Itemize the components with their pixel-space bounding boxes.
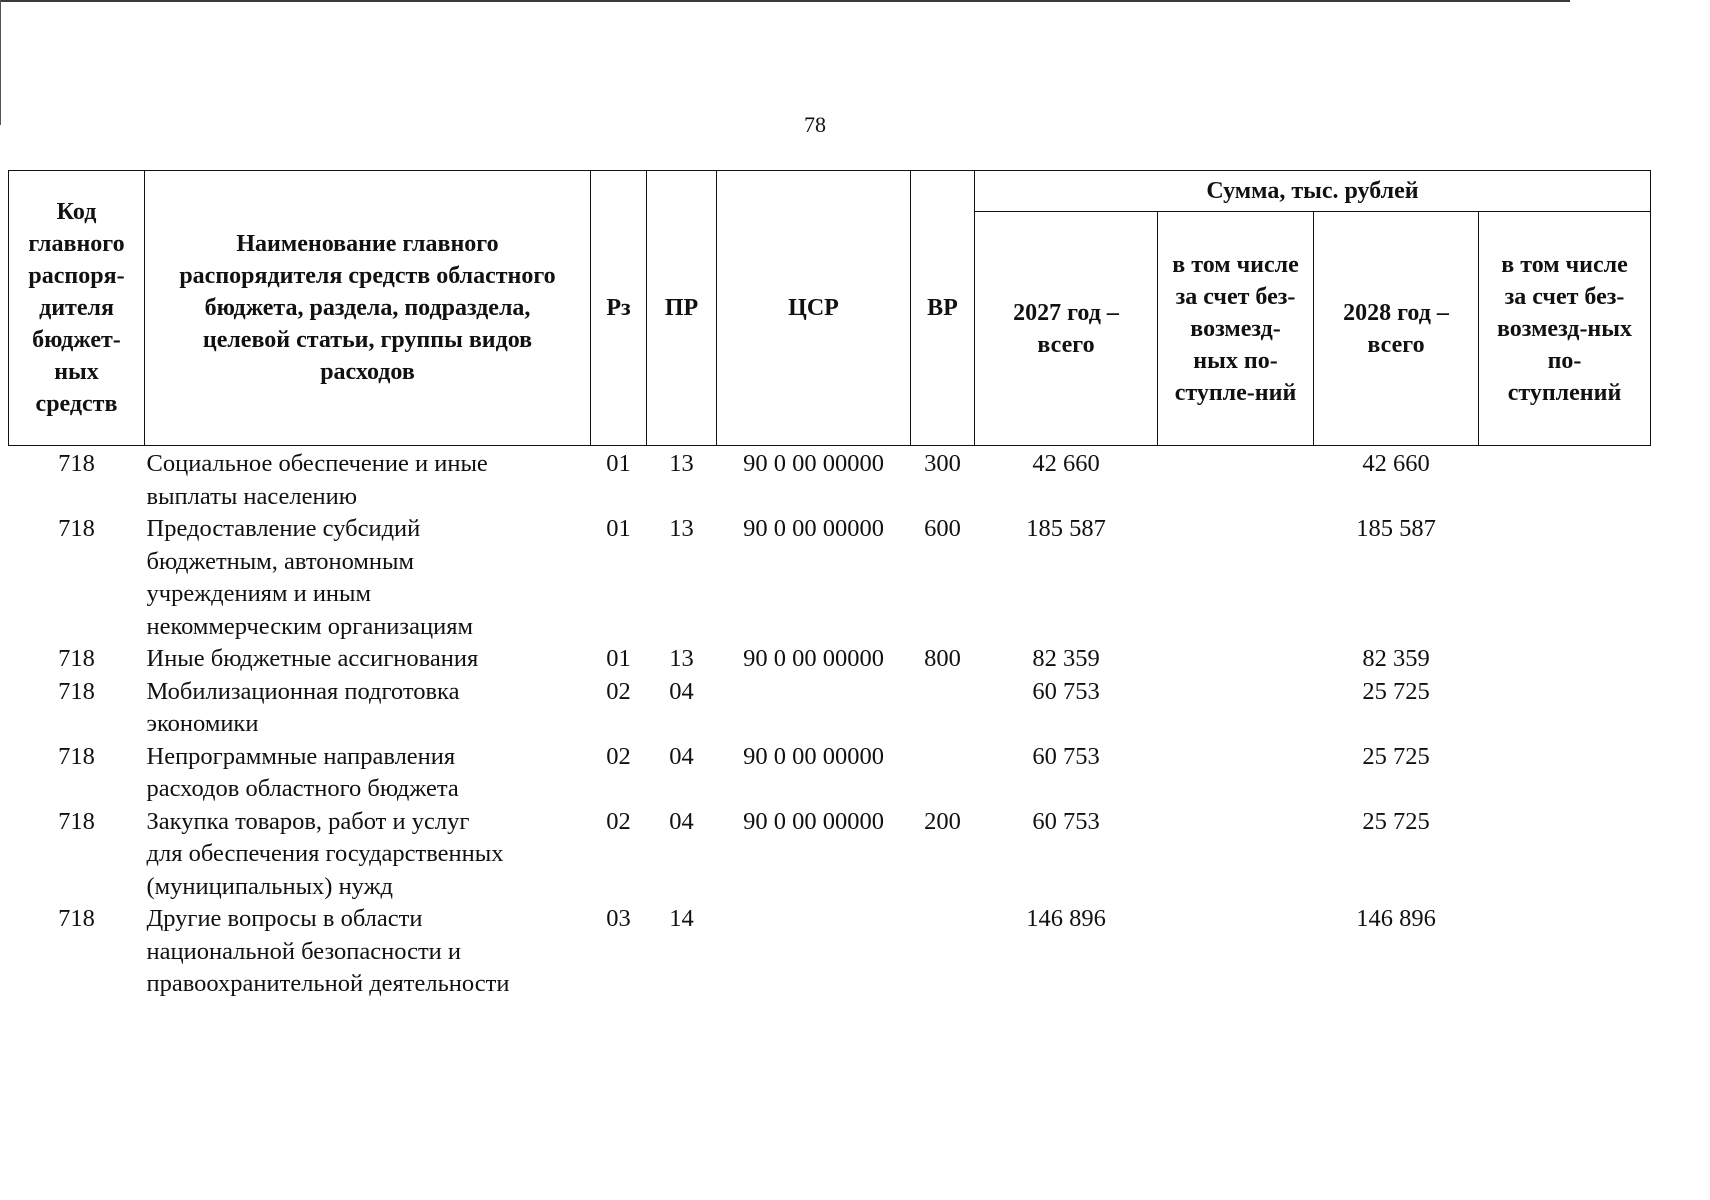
cell-code: 718 xyxy=(58,450,95,477)
cell-name-line: Мобилизационная подготовка xyxy=(146,677,460,705)
page-number: 78 xyxy=(804,112,826,137)
cell-pr: 04 xyxy=(669,742,694,770)
header-code: Код главного распоря-дителя бюджет-ных средств xyxy=(9,171,145,446)
header-vr: ВР xyxy=(911,171,975,446)
cell-2027-total: 60 753 xyxy=(1032,742,1100,770)
cell-2028-free xyxy=(1479,643,1651,676)
cell-csr: 90 0 00 00000 xyxy=(743,807,884,835)
cell-2027-total: 42 660 xyxy=(1032,450,1100,477)
cell-name-line: (муниципальных) нужд xyxy=(146,872,393,900)
cell-vr xyxy=(911,741,975,806)
cell-name xyxy=(145,903,591,1001)
cell-2027-total: 146 896 xyxy=(1026,905,1106,932)
cell-name xyxy=(145,806,591,904)
cell-csr: 90 0 00 00000 xyxy=(743,645,884,672)
cell-rz: 02 xyxy=(606,677,631,705)
header-rz: Рз xyxy=(591,171,647,446)
cell-name-line: некоммерческим организациям xyxy=(146,612,473,640)
cell-rz: 02 xyxy=(606,807,631,835)
cell-csr: 90 0 00 00000 xyxy=(743,515,884,542)
cell-vr xyxy=(911,903,975,1001)
cell-vr: 600 xyxy=(924,515,961,542)
cell-name-line: для обеспечения государственных xyxy=(146,840,504,867)
cell-2027-total: 60 753 xyxy=(1032,677,1100,705)
table-row xyxy=(9,513,1651,643)
cell-code: 718 xyxy=(58,742,95,770)
cell-2027-free xyxy=(1158,903,1314,1001)
header-sum-group: Сумма, тыс. рублей xyxy=(975,171,1651,212)
cell-vr: 200 xyxy=(924,807,961,835)
cell-2027-free xyxy=(1158,806,1314,904)
header-pr: ПР xyxy=(647,171,717,446)
cell-name xyxy=(145,741,591,806)
scan-border-left xyxy=(0,0,1,125)
budget-table xyxy=(8,170,1651,1001)
cell-name-line: Социальное обеспечение и иные xyxy=(146,450,488,477)
cell-csr: 90 0 00 00000 xyxy=(743,450,884,477)
cell-2027-total: 82 359 xyxy=(1032,645,1100,672)
cell-2027-free xyxy=(1158,741,1314,806)
cell-name xyxy=(145,643,591,676)
cell-pr: 04 xyxy=(669,807,694,835)
table-row xyxy=(9,903,1651,1001)
cell-vr: 300 xyxy=(924,450,961,477)
header-csr: ЦСР xyxy=(717,171,911,446)
cell-rz: 02 xyxy=(606,742,631,770)
cell-name xyxy=(145,676,591,741)
cell-2028-total: 42 660 xyxy=(1362,450,1430,477)
cell-2028-total: 185 587 xyxy=(1356,515,1436,542)
cell-2028-free xyxy=(1479,806,1651,904)
cell-name-line: учреждениям и иным xyxy=(146,580,372,607)
cell-rz: 01 xyxy=(606,645,631,672)
cell-csr: 90 0 00 00000 xyxy=(743,742,884,770)
cell-csr xyxy=(717,676,911,741)
cell-rz: 01 xyxy=(606,450,631,477)
table-row xyxy=(9,741,1651,806)
cell-vr xyxy=(911,676,975,741)
table-body xyxy=(9,446,1651,1001)
cell-2027-free xyxy=(1158,446,1314,514)
cell-csr xyxy=(717,903,911,1001)
cell-2028-free xyxy=(1479,903,1651,1001)
cell-2028-free xyxy=(1479,513,1651,643)
cell-code: 718 xyxy=(58,645,95,672)
table-header xyxy=(9,171,1651,446)
cell-pr: 14 xyxy=(669,905,694,932)
cell-pr: 04 xyxy=(669,677,694,705)
cell-2028-total: 82 359 xyxy=(1362,645,1430,672)
cell-code: 718 xyxy=(58,905,95,932)
cell-pr: 13 xyxy=(669,645,694,672)
scan-border-top xyxy=(0,0,1570,2)
cell-name-line: экономики xyxy=(146,710,259,737)
table-row xyxy=(9,806,1651,904)
cell-name-line: Предоставление субсидий xyxy=(146,515,421,542)
cell-name-line: расходов областного бюджета xyxy=(146,775,459,802)
header-2028-free: в том числе за счет без-возмезд-ных по-ступлений xyxy=(1479,212,1651,446)
cell-name-line: бюджетным, автономным xyxy=(146,547,414,575)
cell-rz: 01 xyxy=(606,515,631,542)
cell-2028-free xyxy=(1479,446,1651,514)
table-row xyxy=(9,676,1651,741)
cell-2028-free xyxy=(1479,676,1651,741)
header-name: Наименование главного распорядителя средств областного бюджета, раздела, подраздела, целевой статьи, группы видов расходов xyxy=(145,171,591,446)
cell-2028-free xyxy=(1479,741,1651,806)
cell-name xyxy=(145,446,591,514)
header-2027-free: в том числе за счет без-возмезд-ных по-ступле-ний xyxy=(1158,212,1314,446)
cell-2027-total: 60 753 xyxy=(1032,807,1100,835)
cell-code: 718 xyxy=(58,807,95,835)
table-row xyxy=(9,446,1651,514)
cell-code: 718 xyxy=(58,677,95,705)
header-2028-total: 2028 год – всего xyxy=(1314,212,1479,446)
cell-2027-free xyxy=(1158,513,1314,643)
cell-rz: 03 xyxy=(606,905,631,932)
cell-2027-total: 185 587 xyxy=(1026,515,1106,542)
cell-name xyxy=(145,513,591,643)
cell-code: 718 xyxy=(58,515,95,542)
cell-2028-total: 25 725 xyxy=(1362,807,1430,835)
cell-name-line: Непрограммные направления xyxy=(146,742,456,770)
cell-pr: 13 xyxy=(669,515,694,542)
header-2027-total: 2027 год – всего xyxy=(975,212,1158,446)
cell-name-line: выплаты населению xyxy=(146,482,358,510)
cell-pr: 13 xyxy=(669,450,694,477)
cell-name-line: Закупка товаров, работ и услуг xyxy=(146,807,470,835)
cell-name-line: правоохранительной деятельности xyxy=(146,970,510,997)
cell-2027-free xyxy=(1158,676,1314,741)
cell-vr: 800 xyxy=(924,645,961,672)
table-row xyxy=(9,643,1651,676)
cell-name-line: Другие вопросы в области xyxy=(146,905,423,932)
cell-name-line: Иные бюджетные ассигнования xyxy=(146,645,479,672)
cell-2028-total: 25 725 xyxy=(1362,677,1430,705)
cell-name-line: национальной безопасности и xyxy=(146,937,462,965)
cell-2028-total: 25 725 xyxy=(1362,742,1430,770)
cell-2028-total: 146 896 xyxy=(1356,905,1436,932)
cell-2027-free xyxy=(1158,643,1314,676)
